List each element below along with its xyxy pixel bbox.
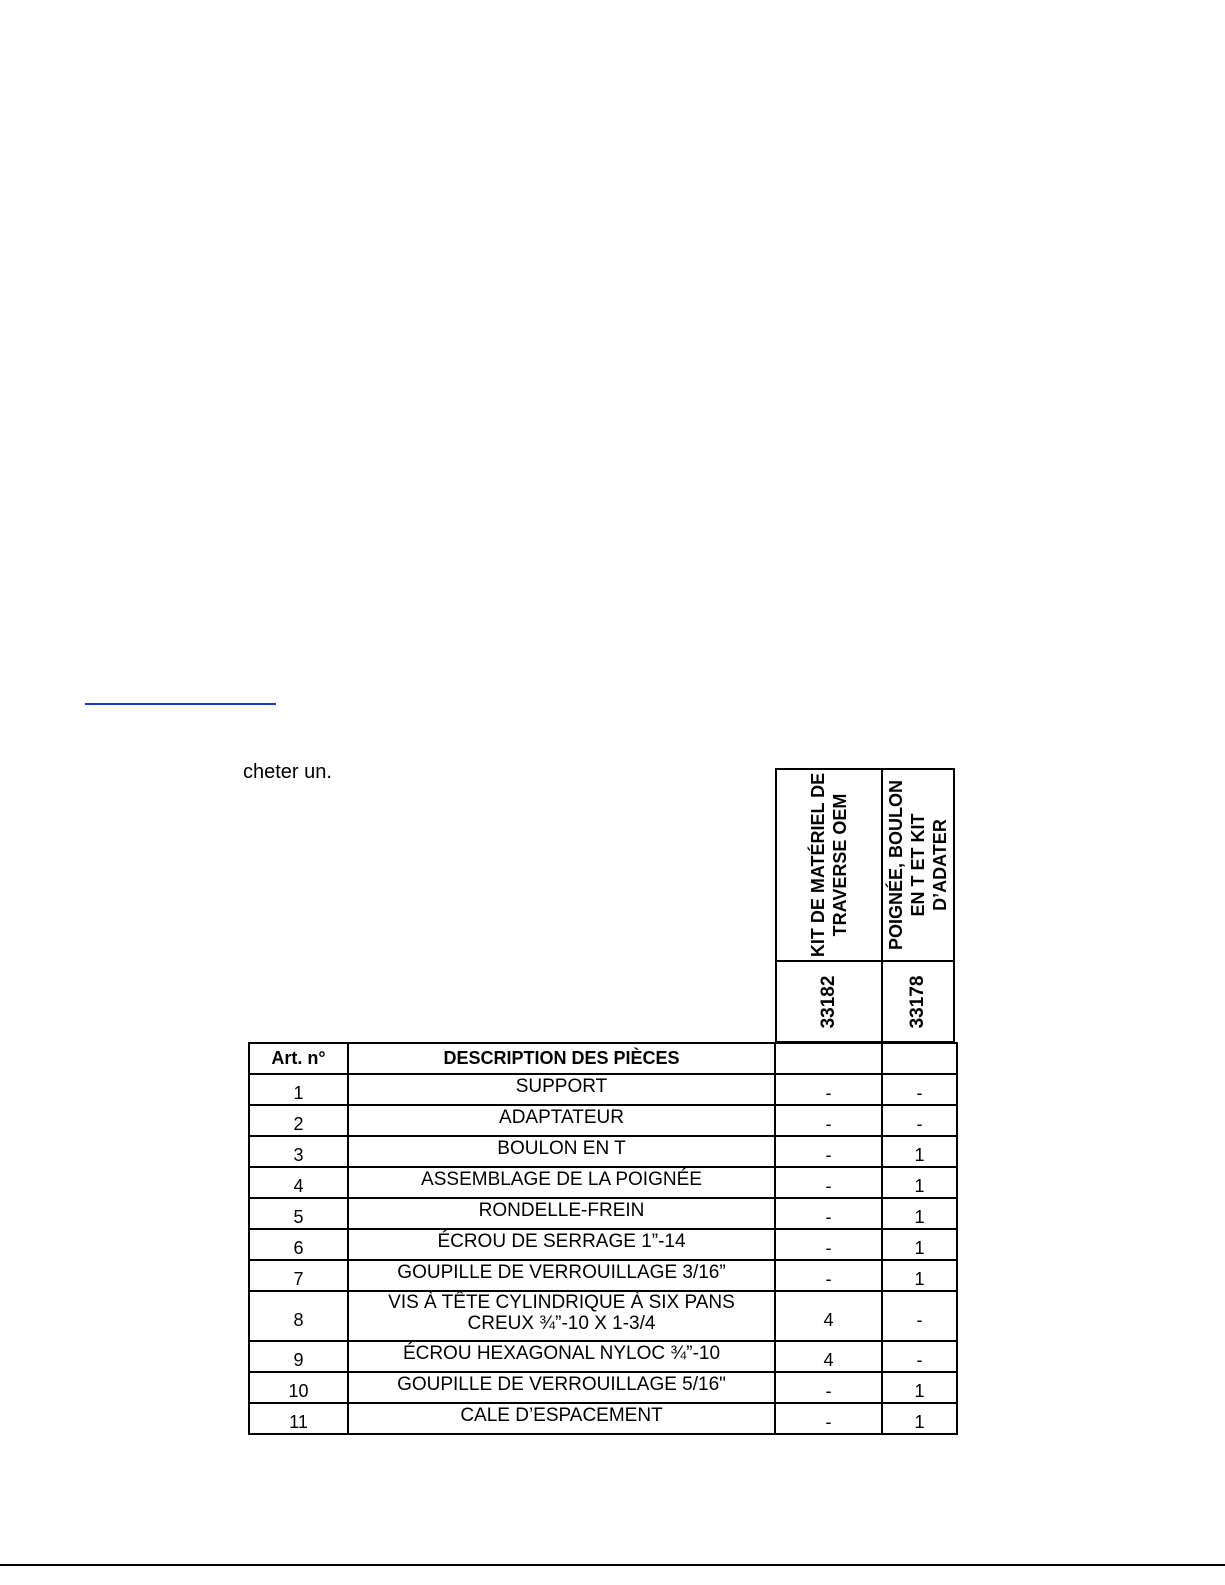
description-cell (348, 1105, 775, 1136)
art-number-cell-text: 5 (293, 1207, 304, 1227)
header-kit-1 (775, 1043, 882, 1074)
art-number-cell (249, 1260, 348, 1291)
art-number-cell (249, 1167, 348, 1198)
table-row (249, 1341, 957, 1372)
art-number-cell (249, 1198, 348, 1229)
kit-1-quantity-cell (775, 1198, 882, 1229)
kit-2-title: POIGNÉE, BOULON EN T ET KIT D’ADATER (886, 780, 950, 951)
description-cell-text: GOUPILLE DE VERROUILLAGE 5/16" (397, 1374, 726, 1395)
kit-1-part-number: 33182 (818, 975, 839, 1028)
table-row (249, 1198, 957, 1229)
kit-2-quantity-cell (882, 1105, 957, 1136)
kit-2-title-cell (883, 770, 953, 962)
art-number-cell-text: 10 (288, 1381, 309, 1401)
description-cell (348, 1341, 775, 1372)
art-number-cell (249, 1229, 348, 1260)
header-description: DESCRIPTION DES PIÈCES (348, 1043, 775, 1074)
kit-2-quantity-cell-text: - (916, 1309, 923, 1330)
kit-1-quantity-cell-text: - (825, 1381, 832, 1401)
art-number-cell (249, 1105, 348, 1136)
art-number-cell-text: 6 (293, 1238, 304, 1258)
table-row (249, 1260, 957, 1291)
kit-1-quantity-cell (775, 1291, 882, 1341)
table-row (249, 1291, 957, 1341)
kit-header-block (775, 768, 955, 1043)
kit-1-quantity-cell (775, 1074, 882, 1105)
hyperlink-underline[interactable] (85, 703, 276, 705)
table-row (249, 1167, 957, 1198)
header-kit-2 (882, 1043, 957, 1074)
kit-1-quantity-cell-text: - (825, 1145, 832, 1165)
art-number-cell (249, 1136, 348, 1167)
table-row (249, 1074, 957, 1105)
kit-column-2 (883, 770, 953, 1041)
parts-table-body (249, 1043, 957, 1434)
table-header-row (249, 1043, 957, 1074)
description-cell-text: CALE D’ESPACEMENT (460, 1405, 663, 1426)
kit-2-quantity-cell (882, 1260, 957, 1291)
description-cell (348, 1260, 775, 1291)
kit-1-quantity-cell (775, 1260, 882, 1291)
page-bottom-rule (0, 1564, 1225, 1566)
kit-2-quantity-cell (882, 1403, 957, 1434)
table-row (249, 1372, 957, 1403)
art-number-cell-text: 11 (289, 1412, 308, 1432)
description-cell-text: ASSEMBLAGE DE LA POIGNÉE (421, 1169, 702, 1190)
kit-2-part-number: 33178 (907, 975, 928, 1028)
kit-1-quantity-cell-text: - (825, 1176, 832, 1196)
kit-1-quantity-cell (775, 1167, 882, 1198)
description-cell (348, 1403, 775, 1434)
description-cell-text: GOUPILLE DE VERROUILLAGE 3/16” (397, 1262, 726, 1283)
art-number-cell-text: 7 (293, 1269, 304, 1289)
art-number-cell (249, 1372, 348, 1403)
kit-column-1 (777, 770, 883, 1041)
kit-1-quantity-cell (775, 1105, 882, 1136)
kit-1-quantity-cell-text: - (825, 1207, 832, 1227)
description-cell (348, 1136, 775, 1167)
kit-1-quantity-cell (775, 1372, 882, 1403)
kit-2-quantity-cell (882, 1136, 957, 1167)
kit-2-quantity-cell-text: - (916, 1083, 923, 1103)
table-row (249, 1229, 957, 1260)
kit-2-quantity-cell (882, 1198, 957, 1229)
kit-2-quantity-cell-text: 1 (914, 1269, 925, 1289)
kit-1-quantity-cell-text: 4 (823, 1309, 834, 1330)
kit-2-quantity-cell-text: - (916, 1350, 923, 1370)
kit-1-quantity-cell-text: 4 (823, 1350, 834, 1370)
description-cell (348, 1074, 775, 1105)
kit-2-quantity-cell-text: 1 (914, 1145, 925, 1165)
art-number-cell (249, 1291, 348, 1341)
kit-2-quantity-cell-text: 1 (914, 1207, 925, 1227)
description-cell (348, 1167, 775, 1198)
kit-2-quantity-cell (882, 1229, 957, 1260)
kit-2-quantity-cell (882, 1291, 957, 1341)
kit-1-quantity-cell-text: - (825, 1083, 832, 1103)
description-cell-text: RONDELLE-FREIN (478, 1200, 645, 1221)
art-number-cell-text: 1 (293, 1083, 304, 1103)
art-number-cell-text: 9 (293, 1350, 304, 1370)
kit-1-quantity-cell-text: - (825, 1238, 832, 1258)
kit-1-quantity-cell (775, 1403, 882, 1434)
kit-2-quantity-cell (882, 1074, 957, 1105)
description-cell-text: SUPPORT (515, 1076, 608, 1097)
description-cell (348, 1229, 775, 1260)
parts-table (248, 1042, 958, 1435)
art-number-cell (249, 1341, 348, 1372)
description-cell-text: ADAPTATEUR (499, 1107, 624, 1128)
kit-2-quantity-cell (882, 1372, 957, 1403)
description-cell-text: VIS À TÊTE CYLINDRIQUE À SIX PANS CREUX ¾”-10 X 1-3/4 (388, 1292, 735, 1334)
art-number-cell-text: 4 (293, 1176, 304, 1196)
kit-2-quantity-cell-text: 1 (914, 1412, 925, 1432)
description-cell-text: ÉCROU HEXAGONAL NYLOC ¾”-10 (402, 1343, 721, 1364)
kit-1-title: KIT DE MATÉRIEL DE TRAVERSE OEM (808, 772, 850, 958)
kit-1-quantity-cell (775, 1341, 882, 1372)
kit-2-quantity-cell-text: 1 (914, 1238, 925, 1258)
table-row (249, 1403, 957, 1434)
kit-1-quantity-cell-text: - (825, 1269, 832, 1289)
clipped-text-fragment: cheter un. (243, 761, 332, 783)
art-number-cell-text: 3 (293, 1145, 304, 1165)
description-cell-text: BOULON EN T (497, 1138, 626, 1159)
art-number-cell (249, 1403, 348, 1434)
description-cell (348, 1291, 775, 1341)
art-number-cell-text: 8 (293, 1309, 304, 1330)
kit-2-quantity-cell-text: - (916, 1114, 923, 1134)
kit-1-number-cell (777, 962, 881, 1041)
description-cell (348, 1198, 775, 1229)
kit-2-number-cell (883, 962, 953, 1041)
table-row (249, 1105, 957, 1136)
table-row (249, 1136, 957, 1167)
description-cell (348, 1372, 775, 1403)
header-art-no: Art. n° (249, 1043, 348, 1074)
kit-2-quantity-cell-text: 1 (914, 1176, 925, 1196)
kit-2-quantity-cell (882, 1167, 957, 1198)
kit-1-title-cell (777, 770, 881, 962)
kit-1-quantity-cell-text: - (825, 1412, 832, 1432)
kit-1-quantity-cell (775, 1136, 882, 1167)
kit-2-quantity-cell (882, 1341, 957, 1372)
description-cell-text: ÉCROU DE SERRAGE 1”-14 (437, 1231, 686, 1252)
art-number-cell-text: 2 (293, 1114, 304, 1134)
kit-1-quantity-cell-text: - (825, 1114, 832, 1134)
art-number-cell (249, 1074, 348, 1105)
kit-1-quantity-cell (775, 1229, 882, 1260)
kit-2-quantity-cell-text: 1 (914, 1381, 925, 1401)
